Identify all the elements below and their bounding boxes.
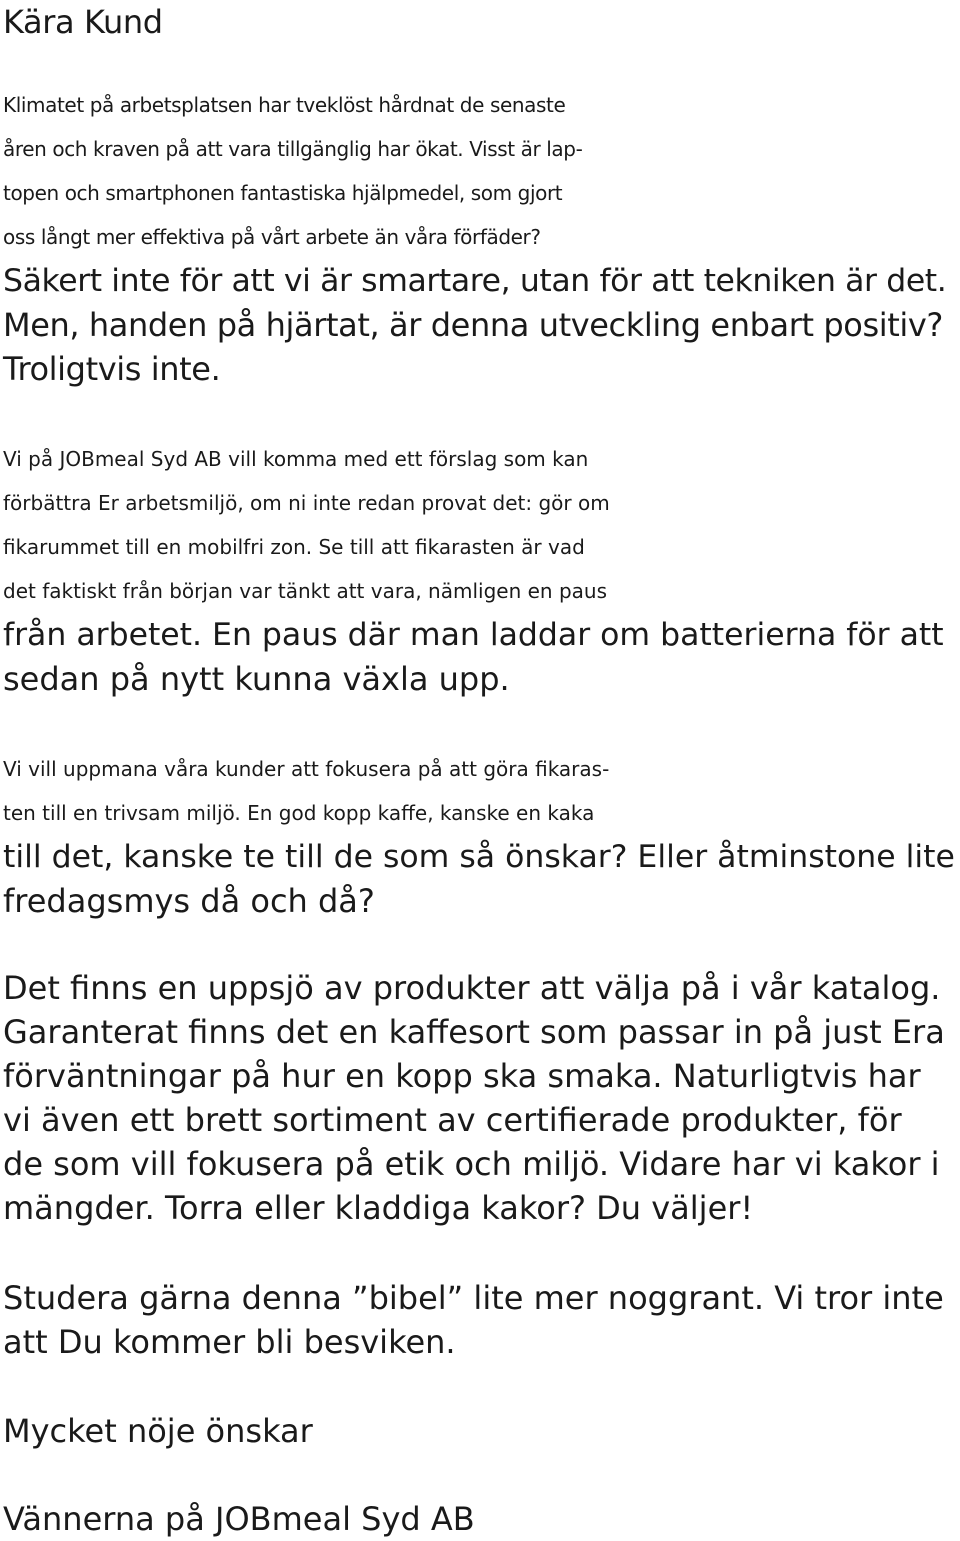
text-line: de som vill fokusera på etik och miljö. Vidare har vi kakor i <box>3 1145 940 1183</box>
text-line: till det, kanske te till de som så önskar? Eller åtminstone lite <box>3 839 955 875</box>
letter-signature <box>3 1497 475 1541</box>
text-line: från arbetet. En paus där man laddar om batterierna för att <box>3 617 944 653</box>
text-line: Vi vill uppmana våra kunder att fokusera på att göra fikaras- <box>3 757 610 781</box>
text-line: åren och kraven på att vara tillgänglig har ökat. Visst är lap- <box>3 137 583 161</box>
text-line: Troligtvis inte. <box>3 350 221 388</box>
text-line: Vi på JOBmeal Syd AB vill komma med ett förslag som kan <box>3 447 589 471</box>
letter-closing <box>3 1409 313 1453</box>
text-line: sedan på nytt kunna växla upp. <box>3 660 510 698</box>
text-line: ten till en trivsam miljö. En god kopp kaffe, kanske en kaka <box>3 801 595 825</box>
text-line: Det finns en uppsjö av produkter att välja på i vår katalog. <box>3 969 941 1007</box>
text-line: Men, handen på hjärtat, är denna utveckling enbart positiv? <box>3 306 944 344</box>
text-line: Säkert inte för att vi är smartare, utan för att tekniken är det. <box>3 263 947 299</box>
text-line: det faktiskt från början var tänkt att vara, nämligen en paus <box>3 579 607 603</box>
signature-text: Vännerna på JOBmeal Syd AB <box>3 1500 475 1538</box>
letter-greeting <box>3 0 163 44</box>
text-line: förbättra Er arbetsmiljö, om ni inte redan provat det: gör om <box>3 491 610 515</box>
text-line: förväntningar på hur en kopp ska smaka. Naturligtvis har <box>3 1057 921 1095</box>
text-line: Studera gärna denna ”bibel” lite mer noggrant. Vi tror inte <box>3 1279 944 1317</box>
greeting-text: Kära Kund <box>3 3 163 41</box>
paragraph-2 <box>3 437 944 701</box>
text-line: fikarummet till en mobilfri zon. Se till att fikarasten är vad <box>3 535 585 559</box>
text-line: att Du kommer bli besviken. <box>3 1323 456 1361</box>
text-line: vi även ett brett sortiment av certifierade produkter, för <box>3 1101 902 1139</box>
paragraph-3 <box>3 747 955 923</box>
text-line: fredagsmys då och då? <box>3 882 375 920</box>
paragraph-4 <box>3 966 945 1230</box>
text-line: oss långt mer effektiva på vårt arbete än våra förfäder? <box>3 225 541 249</box>
text-line: Klimatet på arbetsplatsen har tveklöst hårdnat de senaste <box>3 93 566 117</box>
paragraph-1 <box>3 83 946 391</box>
text-line: mängder. Torra eller kladdiga kakor? Du väljer! <box>3 1189 754 1227</box>
paragraph-5 <box>3 1276 944 1364</box>
closing-text: Mycket nöje önskar <box>3 1412 313 1450</box>
text-line: Garanterat finns det en kaffesort som passar in på just Era <box>3 1013 945 1051</box>
text-line: topen och smartphonen fantastiska hjälpmedel, som gjort <box>3 181 563 205</box>
